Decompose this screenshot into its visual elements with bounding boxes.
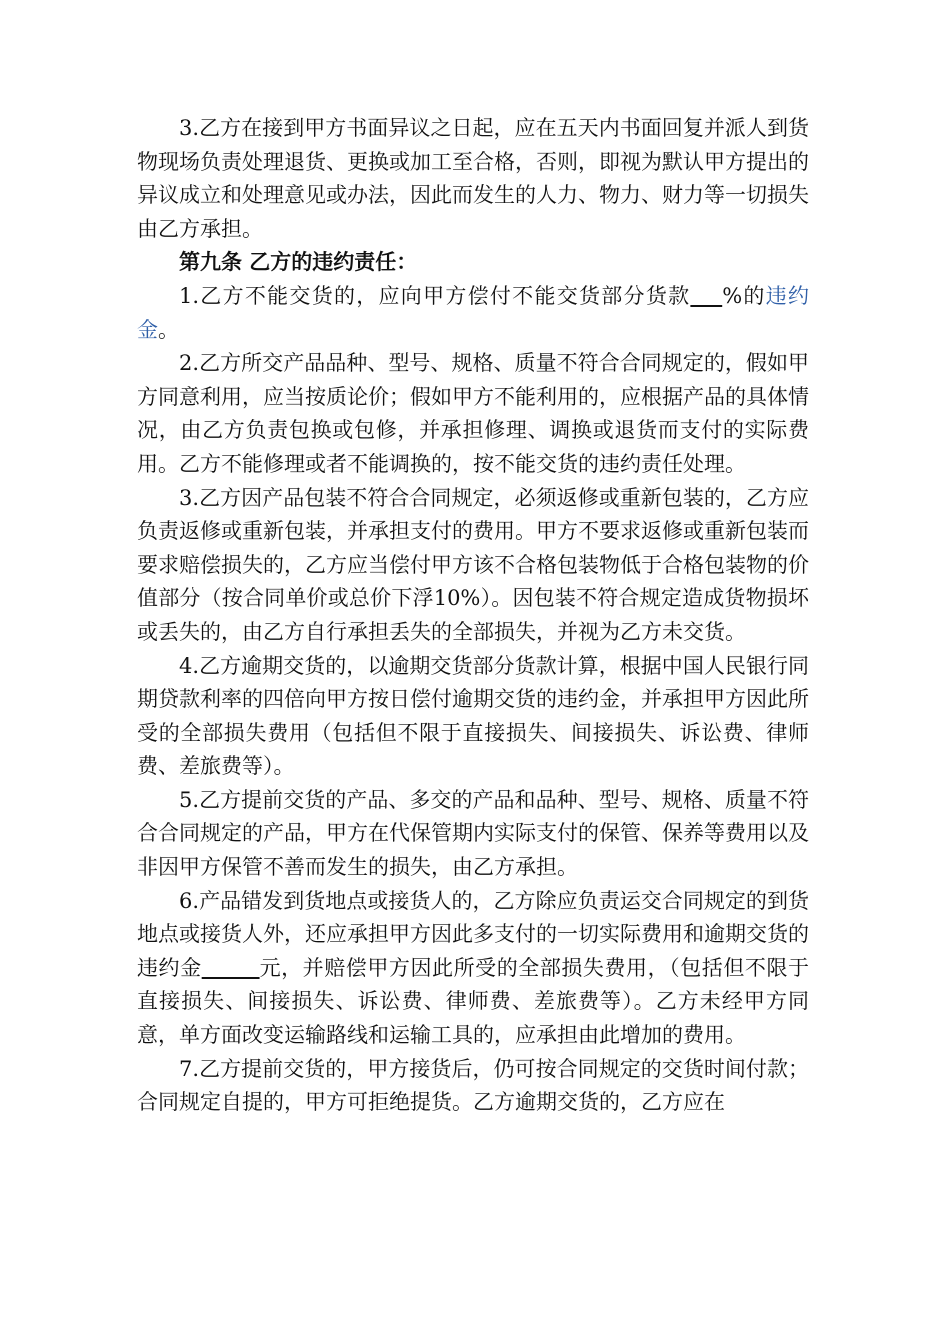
blank-percent-field — [690, 284, 722, 308]
text-segment: 。 — [158, 317, 179, 342]
paragraph-late-delivery: 4.乙方逾期交货的，以逾期交货部分货款计算，根据中国人民银行同期贷款利率的四倍向甲方按日偿付逾期交货的违约金，并承担甲方因此所受的全部损失费用（包括但不限于直接损失、间接损失、诉讼费、律师费、差旅费等）。 — [137, 653, 809, 779]
blank-amount-field — [202, 956, 260, 980]
penalty-link[interactable]: 违约金 — [137, 283, 809, 342]
paragraph-early-payment: 7.乙方提前交货的，甲方接货后，仍可按合同规定的交货时间付款；合同规定自提的，甲方可拒绝提货。乙方逾期交货的，乙方应在 — [137, 1056, 809, 1115]
paragraph-early-delivery: 5.乙方提前交货的产品、多交的产品和品种、型号、规格、质量不符合合同规定的产品，甲方在代保管期内实际支付的保管、保养等费用以及非因甲方保管不善而发生的损失，由乙方承担。 — [137, 787, 809, 880]
paragraph-objection-reply: 3.乙方在接到甲方书面异议之日起，应在五天内书面回复并派人到货物现场负责处理退货、更换或加工至合格，否则，即视为默认甲方提出的异议成立和处理意见或办法，因此而发生的人力、物力、财力等一切损失由乙方承担。 — [137, 116, 809, 241]
paragraph-quality-nonconformity: 2.乙方所交产品品种、型号、规格、质量不符合合同规定的，假如甲方同意利用，应当按质论价；假如甲方不能利用的，应根据产品的具体情况，由乙方负责包换或包修，并承担修理、调换或退货而支付的实际费用。乙方不能修理或者不能调换的，按不能交货的违约责任处理。 — [137, 351, 809, 476]
paragraph-no-delivery — [137, 280, 809, 347]
text-segment: 1.乙方不能交货的，应向甲方偿付不能交货部分货款 — [179, 283, 691, 308]
article-nine-heading: 第九条 乙方的违约责任： — [179, 250, 418, 275]
paragraph-packaging: 3.乙方因产品包装不符合合同规定，必须返修或重新包装的，乙方应负责返修或重新包装，并承担支付的费用。甲方不要求返修或重新包装而要求赔偿损失的，乙方应当偿付甲方该不合格包装物低于合格包装物的价值部分（按合同单价或总价下浮10%）。因包装不符合规定造成货物损坏或丢失的，由乙方自行承担丢失的全部损失，并视为乙方未交货。 — [137, 485, 809, 644]
text-segment: 6.产品错发到货地点或接货人的，乙方除应负责运交合同规定的到货地点或接货人外，还应承担甲方因此多支付的一切实际费用和逾期交货的违约金 — [137, 888, 809, 980]
text-segment: 元，并赔偿甲方因此所受的全部损失费用，（包括但不限于直接损失、间接损失、诉讼费、律师费、差旅费等）。乙方未经甲方同意，单方面改变运输路线和运输工具的，应承担由此增加的费用。 — [137, 955, 810, 1048]
text-segment: %的 — [722, 283, 766, 308]
document-page — [137, 112, 809, 1120]
paragraph-misdelivery — [137, 885, 809, 1053]
